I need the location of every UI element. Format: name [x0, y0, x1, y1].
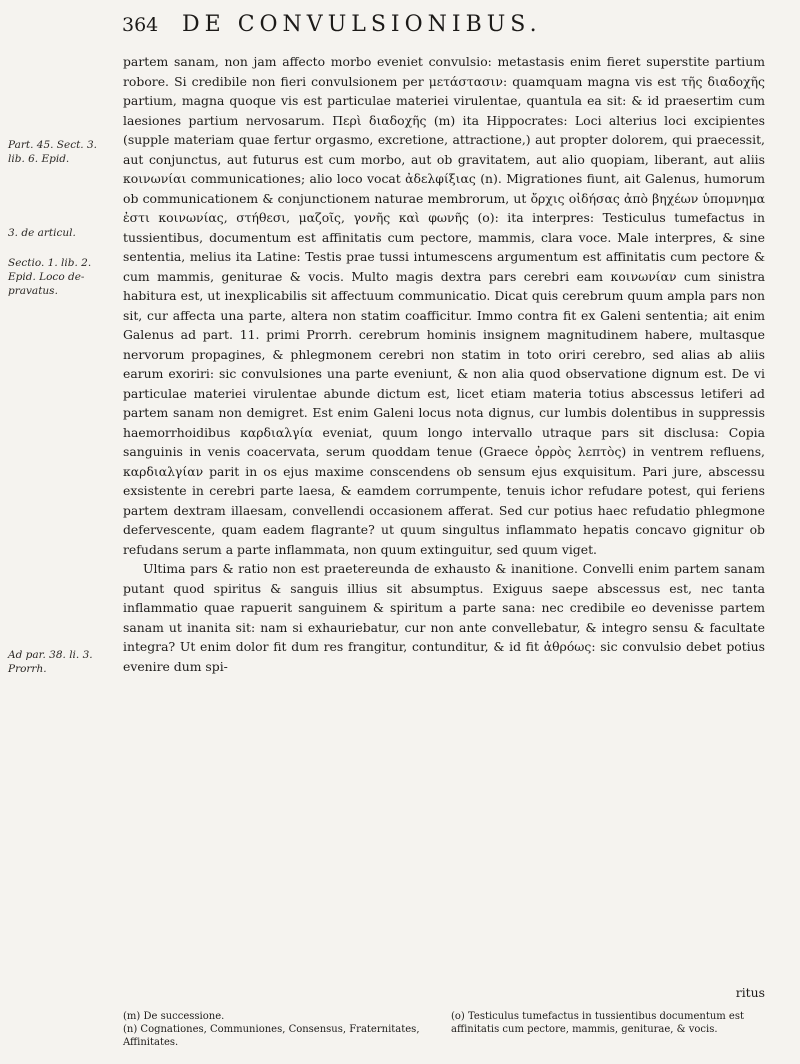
margin-note: Part. 45. Sect. 3. lib. 6. Epid.: [8, 139, 98, 165]
footnote-column-right: [451, 1010, 761, 1036]
main-text: [123, 52, 765, 676]
footnote-column-left: [123, 1010, 433, 1049]
margin-note: Sectio. 1. lib. 2. Epid. Loco de-pravatus.: [8, 257, 92, 297]
margin-note: 3. de articul.: [8, 227, 76, 239]
running-title: DE CONVULSIONIBUS.: [182, 12, 542, 37]
page-number: 364: [122, 14, 159, 36]
footnote: (m) De successione.: [123, 1011, 225, 1022]
margin-note: Ad par. 38. li. 3. Prorrh.: [8, 649, 93, 675]
body-paragraph: partem sanam, non jam affecto morbo eveniet convulsio: metastasis enim fieret superstite partium robore. Si credibile non fieri convulsionem per μετάστασιν: quamquam magna vis est τῆς διαδοχῆς partium, magna quoque vis est particulae materiei virulentae, quantula ea sit: & id praesertim cum laesiones partium nervosarum. Περὶ διαδοχῆς (m) ita Hippocrates: Loci alterius loci excipientes (supple materiam quae fertur orgasmo, excretione, attractione,) aut propter dolorem, qui praecessit, aut conjunctus, aut futurus est cum morbo, aut ob gravitatem, aut alio quopiam, liberant, aut aliis κοινωνίαι communicationes; alio loco vocat ἀδελφίξιας (n). Migrationes fiunt, ait Galenus, humorum ob communicationem & conjunctionem naturae membrorum, ut ὄρχις οἰδήσας ἀπὸ βηχέων ὑπομνημα ἐστι κοινωνίας, στήθεσι, μαζοῖς, γονῆς καὶ φωνῆς (o): ita interpres: Testiculus tumefactus in tussientibus, documentum est affinitatis cum pectore, mammis, clara voce. Male interpres, & sine sententia, melius ita Latine: Testis prae tussi intumescens argumentum est affinitatis cum pectore & cum mammis, geniturae & vocis. Multo magis dextra pars cerebri eam κοινωνίαν cum sinistra habitura est, ut inexplicabilis sit affectuum communicatio. Dicat quis cerebrum quum ampla pars non sit, cur affecta una parte, altera non statim coafficitur. Immo contra fit ex Galeni sententia; ait enim Galenus ad part. 11. primi Prorrh. cerebrum hominis insignem magnitudinem habere, multasque nervorum propagines, & phlegmonem cerebri non statim in toto oriri cerebro, sed alias ab aliis earum exoriri: sic convulsiones una parte eveniunt, & non alia quod observatione dignum est. De vi particulae materiei virulentae abunde dictum est, licet etiam materia totius abscessus letiferi ad partem sanam non demigret. Est enim Galeni locus nota dignus, cur lumbis dolentibus in suppressis haemorrhoidibus καρδιαλγία eveniat, quum longo intervallo utraque pars sit disclusa: Copia sanguinis in venis coacervata, serum quoddam tenue (Graece ὀρρὸς λεπτὸς) in ventrem refluens, καρδιαλγίαν parit in os ejus maxime conscendens ob sensum ejus exquisitum. Pari jure, abscessu exsistente in cerebri parte laesa, & eamdem corrumpente, tenuis ichor refudare potest, qui feriens partem dextram illaesam, convellendi occasionem afferat. Sed cur potius haec refudatio phlegmone defervescente, quam eadem flagrante? ut quum singultus inflammato hepatis concavo gignitur ob refudans serum a parte inflammata, non quum extinguitur, sed quum viget.: [123, 54, 765, 557]
body-paragraph: Ultima pars & ratio non est praetereunda de exhausto & inanitione. Convelli enim partem sanam putant quod spiritus & sanguis illius sit absumptus. Exiguus saepe abscessus est, nec tanta inflammatio quae rapuerit sanguinem & spiritum a parte sana: nec credibile eo devenisse partem sanam ut inanita sit: nam si exhauriebatur, cur non ante convellebatur, & integro sensu & facultate integra? Ut enim dolor fit dum res frangitur, contunditur, & id fit ἀθρόως: sic convulsio debet potius evenire dum spi-: [123, 561, 765, 674]
catchword: ritus: [735, 985, 765, 1000]
footnote: (n) Cognationes, Communiones, Consensus, Fraternitates, Affinitates.: [123, 1024, 420, 1048]
page-header: [122, 12, 762, 42]
footnote: (o) Testiculus tumefactus in tussientibus documentum est affinitatis cum pectore, mammis, geniturae, & vocis.: [451, 1011, 745, 1035]
